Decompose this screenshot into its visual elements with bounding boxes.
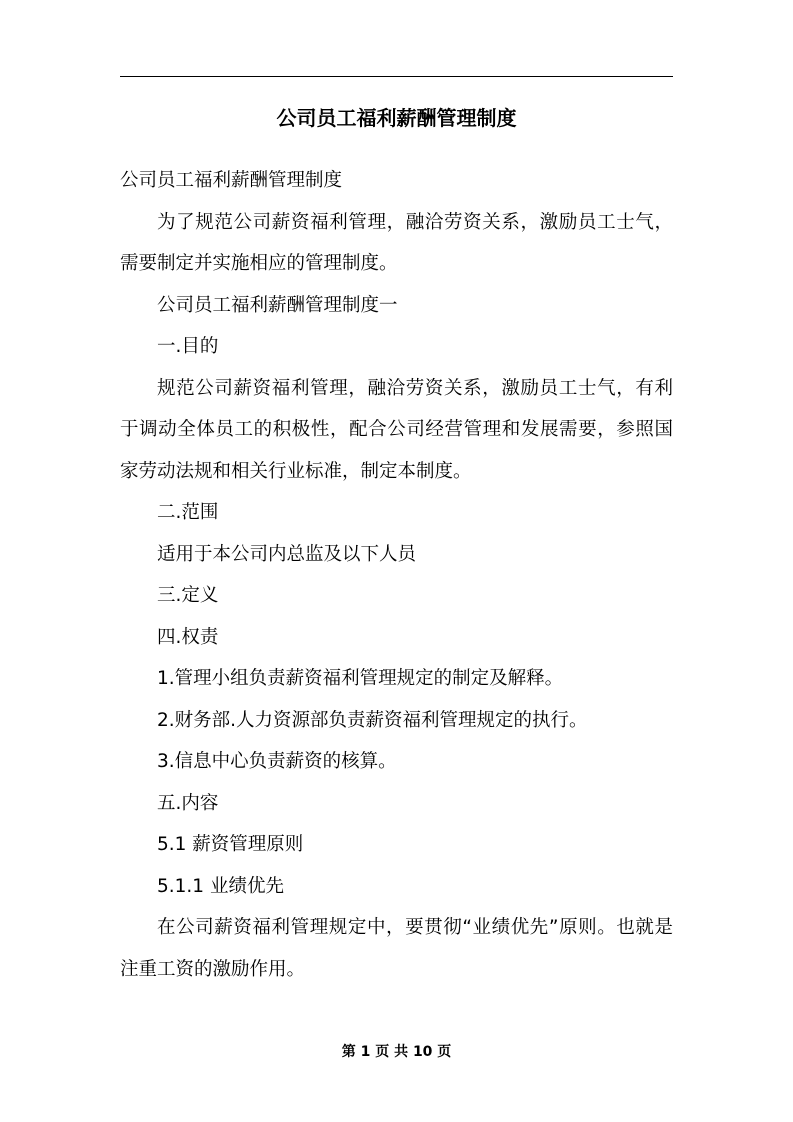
paragraph: 在公司薪资福利管理规定中，要贯彻“业绩优先”原则。也就是注重工资的激励作用。: [120, 917, 673, 980]
section-heading: 五.内容: [157, 792, 219, 814]
page-number-footer: 第 1 页 共 10 页: [341, 1044, 452, 1060]
header-rule: [120, 76, 673, 77]
section-heading: 四.权责: [157, 626, 219, 648]
list-item: 2.财务部.人力资源部负责薪资福利管理规定的执行。: [157, 709, 588, 731]
subsection-heading: 5.1.1 业绩优先: [157, 875, 284, 897]
paragraph: 公司员工福利薪酬管理制度一: [157, 294, 398, 316]
document-title: 公司员工福利薪酬管理制度: [276, 106, 517, 130]
section-heading: 三.定义: [157, 585, 219, 606]
document-body: [120, 160, 673, 990]
section-heading: 二.范围: [157, 502, 219, 523]
subsection-heading: 5.1 薪资管理原则: [157, 834, 304, 855]
paragraph: 规范公司薪资福利管理，融洽劳资关系，激励员工士气，有利于调动全体员工的积极性，配合公司经营管理和发展需要，参照国家劳动法规和相关行业标准，制定本制度。: [120, 377, 673, 482]
paragraph: 为了规范公司薪资福利管理，融洽劳资关系，激励员工士气，需要制定并实施相应的管理制度。: [120, 211, 673, 274]
paragraph: 适用于本公司内总监及以下人员: [157, 543, 417, 565]
paragraph: 公司员工福利薪酬管理制度: [120, 170, 343, 191]
list-item: 1.管理小组负责薪资福利管理规定的制定及解释。: [157, 668, 564, 689]
list-item: 3.信息中心负责薪资的核算。: [157, 751, 397, 772]
section-heading: 一.目的: [157, 336, 219, 357]
